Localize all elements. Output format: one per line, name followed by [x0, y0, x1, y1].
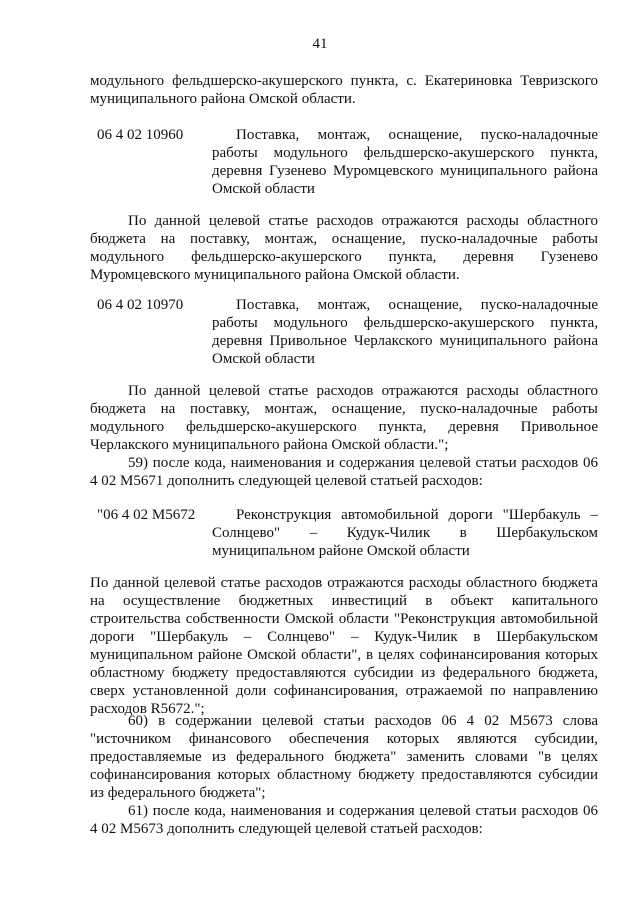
entry-text-10960: Поставка, монтаж, оснащение, пуско-наладочные работы модульного фельдшерско-акушерского пункта, деревня Гузенево Муромцевского муниципального района Омской области: [212, 127, 598, 197]
paragraph-description-10970: По данной целевой статье расходов отражаются расходы областного бюджета на поставку, монтаж, оснащение, пуско-наладочные работы модульного фельдшерско-акушерского пункта, деревня Привольное Черлакского муниципального района Омской области.";: [90, 383, 598, 453]
entry-text-10970: Поставка, монтаж, оснащение, пуско-наладочные работы модульного фельдшерско-акушерского пункта, деревня Привольное Черлакского муниципального района Омской области: [212, 297, 598, 367]
paragraph-continuation: модульного фельдшерско-акушерского пункта, с. Екатериновка Тевризского муниципального района Омской области.: [90, 73, 598, 107]
page-number: 41: [312, 36, 328, 52]
paragraph-item-61: 61) после кода, наименования и содержания целевой статьи расходов 06 4 02 M5673 дополнить следующей целевой статьей расходов:: [90, 803, 598, 837]
entry-text-M5672: Реконструкция автомобильной дороги "Шербакуль – Солнцево" – Кудук-Чилик в Шербакульском муниципальном районе Омской области: [212, 507, 598, 559]
paragraph-description-M5672: По данной целевой статье расходов отражаются расходы областного бюджета на осуществление бюджетных инвестиций в объект капитального строительства собственности Омской области "Реконструкция автомобильной дороги "Шербакуль – Солнцево" – Кудук-Чилик в Шербакульском муниципальном районе Омской области", в целях софинансирования которых областному бюджету предоставляются субсидии из федерального бюджета, сверх установленной доли софинансирования, отражаемой по направлению расходов R5672.";: [90, 575, 598, 717]
entry-code-M5672: "06 4 02 M5672: [97, 507, 196, 523]
paragraph-description-10960: По данной целевой статье расходов отражаются расходы областного бюджета на поставку, монтаж, оснащение, пуско-наладочные работы модульного фельдшерско-акушерского пункта, деревня Гузенево Муромцевского муниципального района Омской области.: [90, 213, 598, 283]
paragraph-item-59: 59) после кода, наименования и содержания целевой статьи расходов 06 4 02 M5671 дополнить следующей целевой статьей расходов:: [90, 455, 598, 489]
paragraph-item-60: 60) в содержании целевой статьи расходов 06 4 02 M5673 слова "источником финансового обеспечения которых являются субсидии, предоставляемые из федерального бюджета" заменить словами "в целях софинансирования которых областному бюджету предоставляются субсидии из федерального бюджета";: [90, 713, 598, 801]
entry-code-10960: 06 4 02 10960: [97, 127, 184, 143]
entry-code-10970: 06 4 02 10970: [97, 297, 184, 313]
